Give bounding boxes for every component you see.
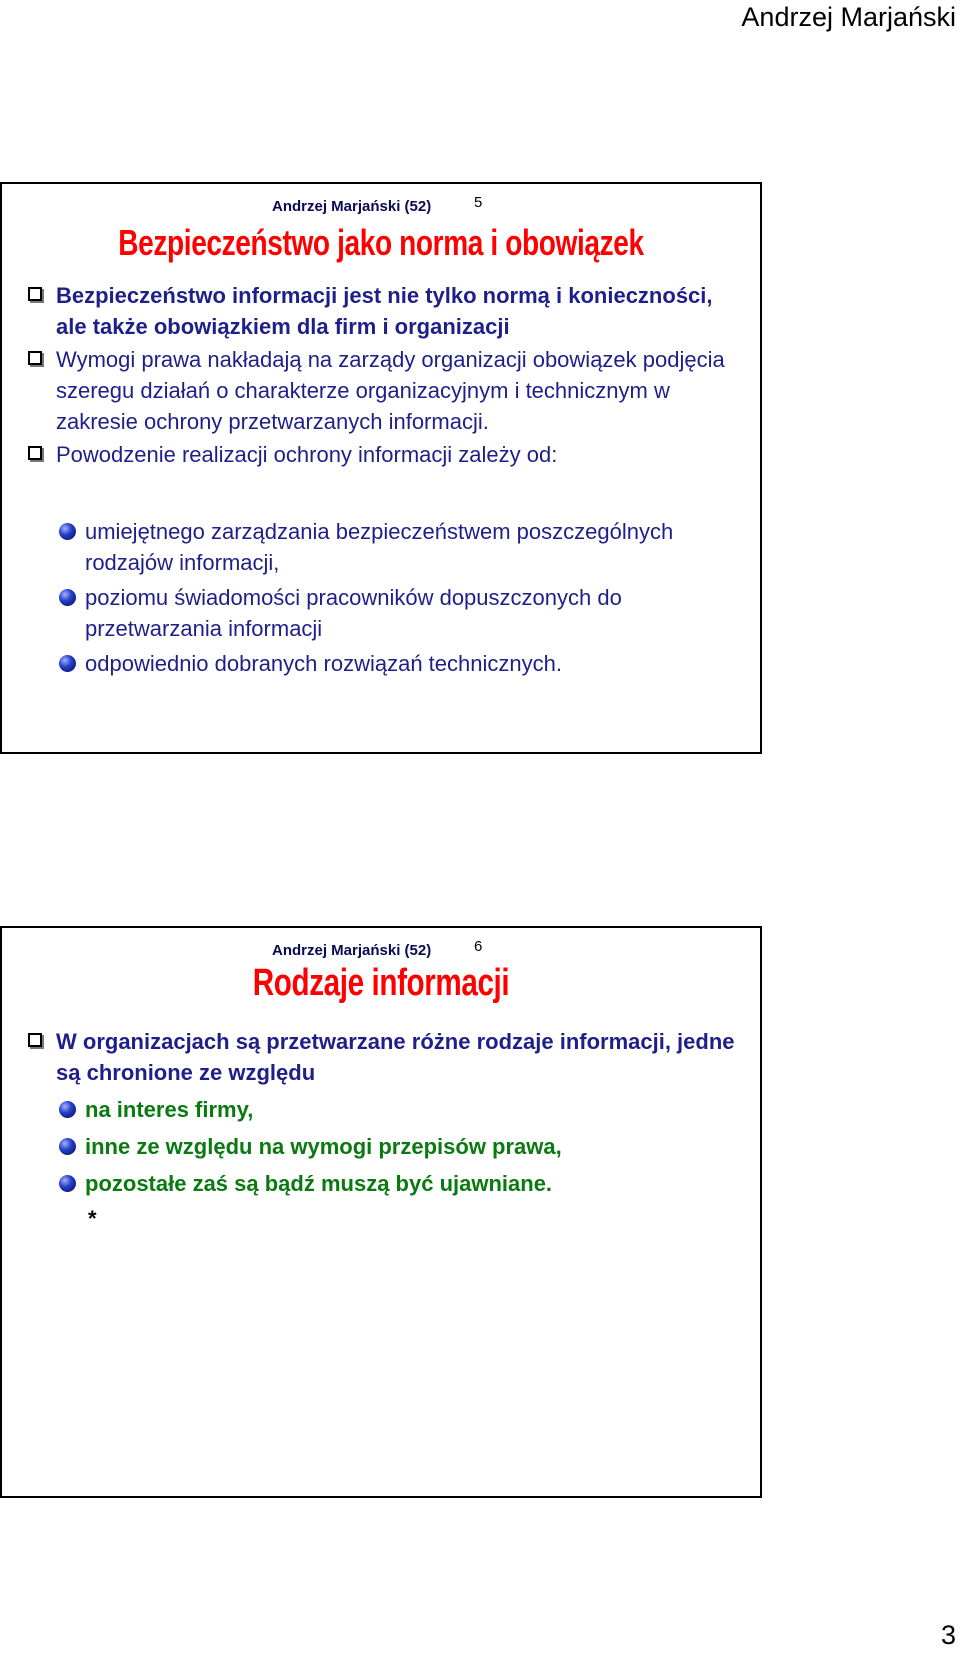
checkbox-bullet-icon bbox=[28, 1033, 42, 1047]
slide-5 bbox=[0, 182, 762, 754]
sub-list bbox=[24, 516, 742, 679]
blue-ball-bullet-icon bbox=[59, 655, 76, 672]
blue-ball-bullet-icon bbox=[59, 1138, 76, 1155]
sub-item-text: odpowiednio dobranych rozwiązań technicznych. bbox=[85, 651, 562, 676]
bullet-text: W organizacjach są przetwarzane różne rodzaje informacji, jedne są chronione ze względu bbox=[56, 1029, 735, 1085]
bullet-text: Wymogi prawa nakładają na zarządy organizacji obowiązek podjęcia szeregu działań o charakterze organizacyjnym i technicznym w zakresie ochrony przetwarzanych informacji. bbox=[56, 347, 725, 434]
page-header-author: Andrzej Marjański bbox=[741, 2, 956, 32]
checkbox-bullet-icon bbox=[28, 351, 42, 365]
slide-meta bbox=[2, 190, 760, 214]
slide-6 bbox=[0, 926, 762, 1498]
blue-ball-bullet-icon bbox=[59, 589, 76, 606]
sub-list bbox=[24, 1094, 742, 1199]
sub-list-item bbox=[52, 582, 742, 644]
slide-number: 6 bbox=[474, 938, 483, 955]
slide-meta bbox=[2, 934, 760, 958]
sub-list-item bbox=[52, 648, 742, 679]
sub-item-text: umiejętnego zarządzania bezpieczeństwem poszczególnych rodzajów informacji, bbox=[85, 519, 674, 575]
checkbox-bullet-icon bbox=[28, 287, 42, 301]
list-item bbox=[24, 439, 742, 470]
bullet-text: Bezpieczeństwo informacji jest nie tylko normą i konieczności, ale także obowiązkiem dla firm i organizacji bbox=[56, 283, 713, 339]
list-item bbox=[24, 1026, 742, 1088]
sub-item-text: poziomu świadomości pracowników dopuszczonych do przetwarzania informacji bbox=[85, 585, 622, 641]
slide-number: 5 bbox=[474, 194, 483, 211]
checkbox-bullet-icon bbox=[28, 446, 42, 460]
sub-list-item bbox=[52, 1131, 742, 1162]
blue-ball-bullet-icon bbox=[59, 1175, 76, 1192]
blue-ball-bullet-icon bbox=[59, 1101, 76, 1118]
list-item bbox=[24, 344, 742, 437]
bullet-list bbox=[24, 280, 742, 470]
slide-author: Andrzej Marjański (52) bbox=[272, 198, 432, 215]
bullet-list bbox=[24, 1026, 742, 1088]
sub-list-item bbox=[52, 1094, 742, 1125]
slide-author: Andrzej Marjański (52) bbox=[272, 942, 432, 959]
sub-item-text: na interes firmy, bbox=[85, 1097, 254, 1122]
list-item bbox=[24, 280, 742, 342]
blue-ball-bullet-icon bbox=[59, 523, 76, 540]
sub-list-item bbox=[52, 516, 742, 578]
slide-title: Rodzaje informacji bbox=[252, 962, 510, 1004]
sub-item-text: inne ze względu na wymogi przepisów prawa, bbox=[85, 1134, 562, 1159]
page-number: 3 bbox=[940, 1620, 956, 1650]
sub-item-text: pozostałe zaś są bądź muszą być ujawniane. bbox=[85, 1171, 553, 1196]
footnote-asterisk: * bbox=[88, 1206, 97, 1231]
bullet-text: Powodzenie realizacji ochrony informacji zależy od: bbox=[56, 442, 558, 467]
sub-list-item bbox=[52, 1168, 742, 1199]
slide-title: Bezpieczeństwo jako norma i obowiązek bbox=[118, 222, 644, 263]
